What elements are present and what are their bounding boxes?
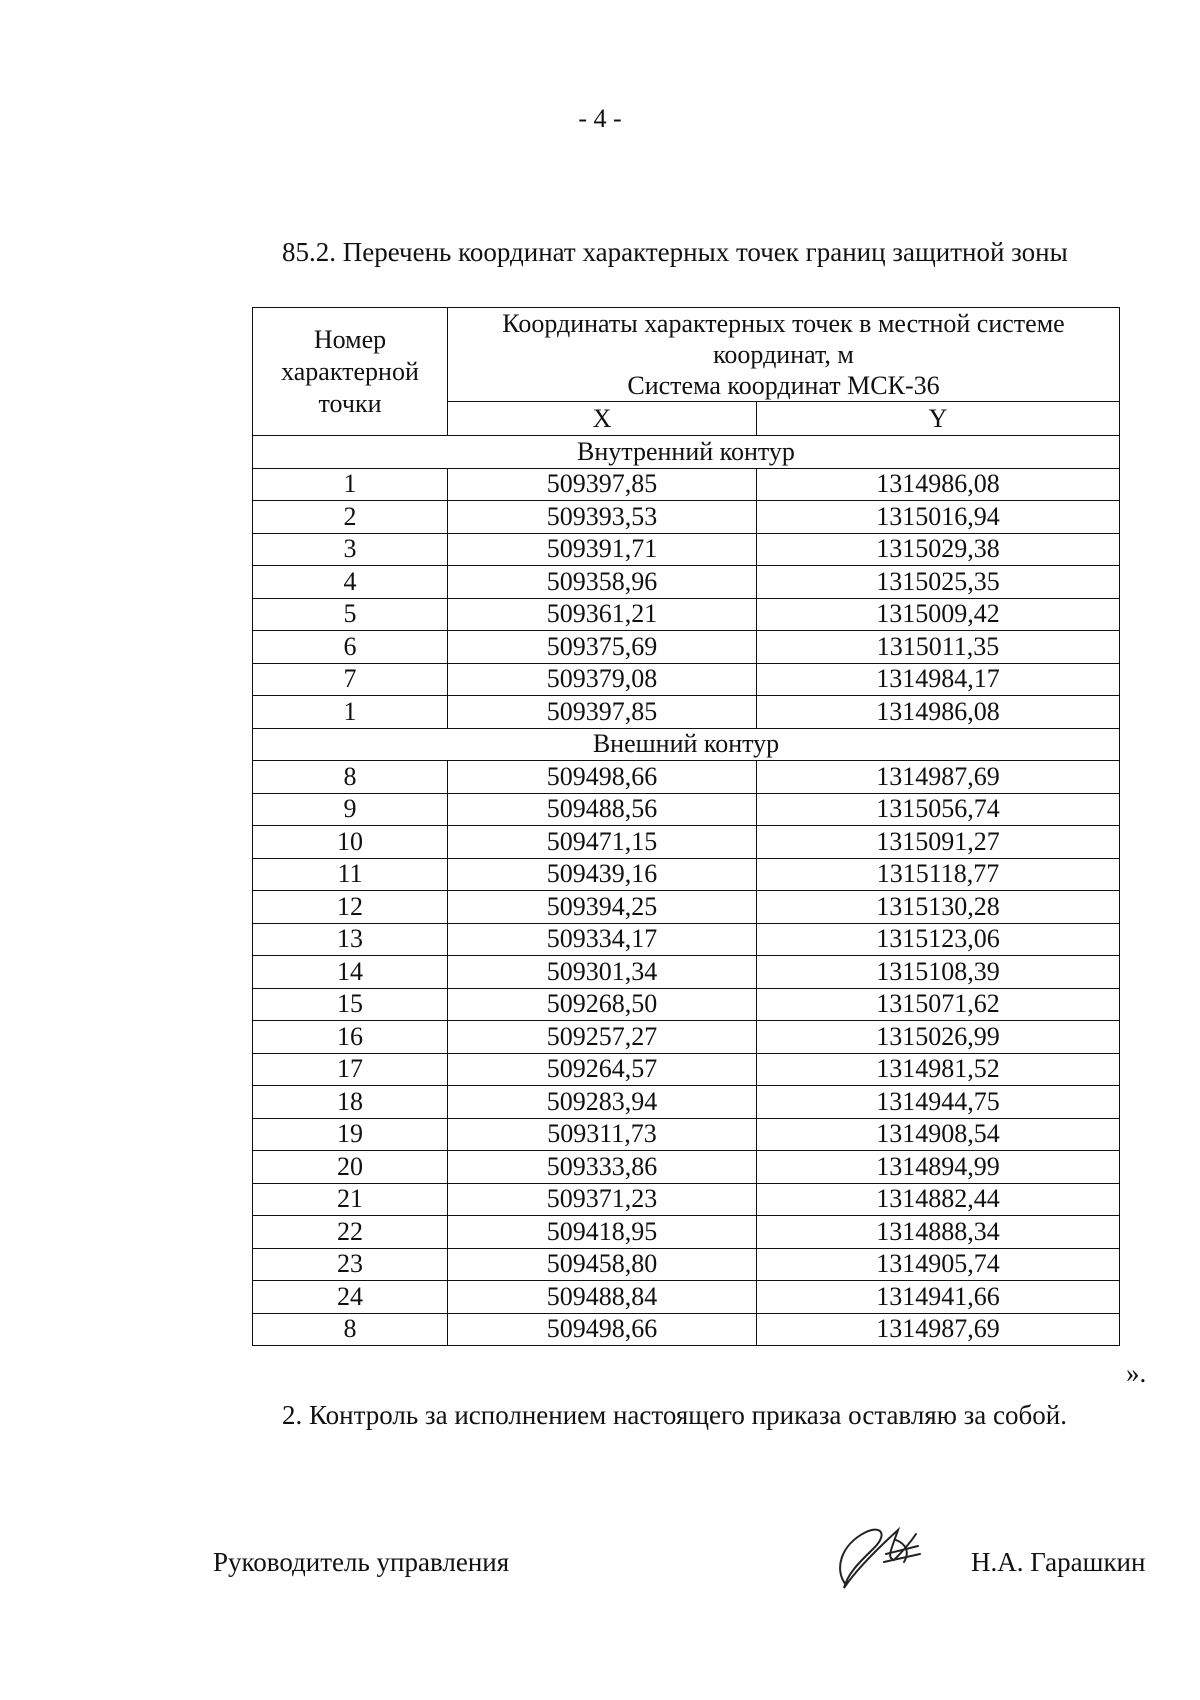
table-row — [253, 826, 1120, 859]
x-coordinate-cell: 509393,53 — [448, 501, 757, 534]
point-number-cell: 15 — [253, 988, 448, 1021]
y-coordinate-cell: 1315025,35 — [757, 566, 1120, 599]
y-coordinate-cell: 1315026,99 — [757, 1021, 1120, 1054]
signature-image — [826, 1510, 936, 1600]
table-row — [253, 956, 1120, 989]
control-clause: 2. Контроль за исполнением настоящего приказа оставляю за собой. — [282, 1400, 1067, 1430]
table-row — [253, 1151, 1120, 1184]
y-coordinate-cell: 1314888,34 — [757, 1216, 1120, 1249]
x-coordinate-cell: 509488,84 — [448, 1281, 757, 1314]
y-coordinate-cell: 1314882,44 — [757, 1183, 1120, 1216]
table-row — [253, 923, 1120, 956]
inner-contour-title: Внутренний контур — [253, 436, 1120, 469]
x-coordinate-cell: 509334,17 — [448, 923, 757, 956]
x-coordinate-cell: 509375,69 — [448, 631, 757, 664]
point-number-cell: 21 — [253, 1183, 448, 1216]
y-coordinate-cell: 1314984,17 — [757, 663, 1120, 696]
point-number-cell: 18 — [253, 1086, 448, 1119]
point-number-cell: 19 — [253, 1118, 448, 1151]
table-row — [253, 1021, 1120, 1054]
point-number-cell: 22 — [253, 1216, 448, 1249]
y-coordinate-cell: 1315016,94 — [757, 501, 1120, 534]
table-row — [253, 858, 1120, 891]
point-number-cell: 20 — [253, 1151, 448, 1184]
y-coordinate-cell: 1315009,42 — [757, 598, 1120, 631]
y-coordinate-cell: 1314908,54 — [757, 1118, 1120, 1151]
point-number-cell: 9 — [253, 793, 448, 826]
y-coordinate-cell: 1314941,66 — [757, 1281, 1120, 1314]
point-number-cell: 11 — [253, 858, 448, 891]
table-row — [253, 501, 1120, 534]
x-coordinate-cell: 509439,16 — [448, 858, 757, 891]
point-number-cell: 14 — [253, 956, 448, 989]
table-row — [253, 1313, 1120, 1346]
page-number: - 4 - — [578, 104, 622, 133]
x-coordinate-cell: 509361,21 — [448, 598, 757, 631]
section-row-inner — [253, 436, 1120, 469]
table-row — [253, 1053, 1120, 1086]
table-row — [253, 1216, 1120, 1249]
y-coordinate-cell: 1314944,75 — [757, 1086, 1120, 1119]
point-number-cell: 24 — [253, 1281, 448, 1314]
y-coordinate-cell: 1315091,27 — [757, 826, 1120, 859]
point-number-cell: 23 — [253, 1248, 448, 1281]
table-row — [253, 988, 1120, 1021]
y-coordinate-cell: 1315029,38 — [757, 533, 1120, 566]
point-number-cell: 8 — [253, 1313, 448, 1346]
x-coordinate-cell: 509379,08 — [448, 663, 757, 696]
y-coordinate-cell: 1314894,99 — [757, 1151, 1120, 1184]
table-row — [253, 1183, 1120, 1216]
point-number-cell: 3 — [253, 533, 448, 566]
x-coordinate-cell: 509371,23 — [448, 1183, 757, 1216]
table-row — [253, 1086, 1120, 1119]
point-number-cell: 2 — [253, 501, 448, 534]
x-coordinate-cell: 509311,73 — [448, 1118, 757, 1151]
table-row — [253, 1118, 1120, 1151]
x-coordinate-cell: 509498,66 — [448, 1313, 757, 1346]
table-row — [253, 631, 1120, 664]
coordinates-table — [252, 307, 1120, 1346]
table-row — [253, 533, 1120, 566]
point-number-cell: 10 — [253, 826, 448, 859]
table-row — [253, 761, 1120, 794]
x-coordinate-cell: 509471,15 — [448, 826, 757, 859]
closing-quote: ». — [1126, 1358, 1147, 1388]
header-coordinates-line1: Координаты характерных точек в местной системе — [502, 309, 1065, 338]
x-coordinate-cell: 509488,56 — [448, 793, 757, 826]
header-y: Y — [757, 402, 1120, 436]
table-row — [253, 696, 1120, 729]
y-coordinate-cell: 1314986,08 — [757, 468, 1120, 501]
table-row — [253, 1281, 1120, 1314]
point-number-cell: 4 — [253, 566, 448, 599]
point-number-cell: 16 — [253, 1021, 448, 1054]
point-number-cell: 1 — [253, 696, 448, 729]
y-coordinate-cell: 1314905,74 — [757, 1248, 1120, 1281]
header-coordinates-line2: координат, м — [713, 340, 854, 369]
table-row — [253, 566, 1120, 599]
x-coordinate-cell: 509498,66 — [448, 761, 757, 794]
x-coordinate-cell: 509333,86 — [448, 1151, 757, 1184]
point-number-cell: 13 — [253, 923, 448, 956]
header-x: X — [448, 402, 757, 436]
header-coordinates-line3: Система координат МСК-36 — [627, 371, 940, 400]
x-coordinate-cell: 509283,94 — [448, 1086, 757, 1119]
x-coordinate-cell: 509458,80 — [448, 1248, 757, 1281]
x-coordinate-cell: 509264,57 — [448, 1053, 757, 1086]
x-coordinate-cell: 509394,25 — [448, 891, 757, 924]
x-coordinate-cell: 509268,50 — [448, 988, 757, 1021]
y-coordinate-cell: 1315056,74 — [757, 793, 1120, 826]
outer-contour-title: Внешний контур — [253, 728, 1120, 761]
y-coordinate-cell: 1315071,62 — [757, 988, 1120, 1021]
point-number-cell: 6 — [253, 631, 448, 664]
point-number-cell: 12 — [253, 891, 448, 924]
x-coordinate-cell: 509257,27 — [448, 1021, 757, 1054]
y-coordinate-cell: 1315130,28 — [757, 891, 1120, 924]
section-row-outer — [253, 728, 1120, 761]
point-number-cell: 8 — [253, 761, 448, 794]
header-point-number: Номер характерной точки — [253, 308, 448, 436]
x-coordinate-cell: 509397,85 — [448, 468, 757, 501]
x-coordinate-cell: 509301,34 — [448, 956, 757, 989]
section-title: 85.2. Перечень координат характерных точек границ защитной зоны — [282, 237, 1068, 267]
header-coordinates — [448, 308, 1120, 402]
y-coordinate-cell: 1314981,52 — [757, 1053, 1120, 1086]
table-row — [253, 793, 1120, 826]
point-number-cell: 17 — [253, 1053, 448, 1086]
point-number-cell: 7 — [253, 663, 448, 696]
x-coordinate-cell: 509397,85 — [448, 696, 757, 729]
x-coordinate-cell: 509358,96 — [448, 566, 757, 599]
table-row — [253, 468, 1120, 501]
table-row — [253, 891, 1120, 924]
signer-name: Н.А. Гарашкин — [971, 1547, 1146, 1577]
point-number-cell: 1 — [253, 468, 448, 501]
x-coordinate-cell: 509418,95 — [448, 1216, 757, 1249]
y-coordinate-cell: 1314986,08 — [757, 696, 1120, 729]
table-row — [253, 1248, 1120, 1281]
y-coordinate-cell: 1315118,77 — [757, 858, 1120, 891]
y-coordinate-cell: 1314987,69 — [757, 761, 1120, 794]
y-coordinate-cell: 1315123,06 — [757, 923, 1120, 956]
table-body — [253, 436, 1120, 1346]
table-row — [253, 598, 1120, 631]
point-number-cell: 5 — [253, 598, 448, 631]
y-coordinate-cell: 1315011,35 — [757, 631, 1120, 664]
y-coordinate-cell: 1314987,69 — [757, 1313, 1120, 1346]
signer-title: Руководитель управления — [213, 1547, 510, 1577]
table-row — [253, 663, 1120, 696]
x-coordinate-cell: 509391,71 — [448, 533, 757, 566]
y-coordinate-cell: 1315108,39 — [757, 956, 1120, 989]
